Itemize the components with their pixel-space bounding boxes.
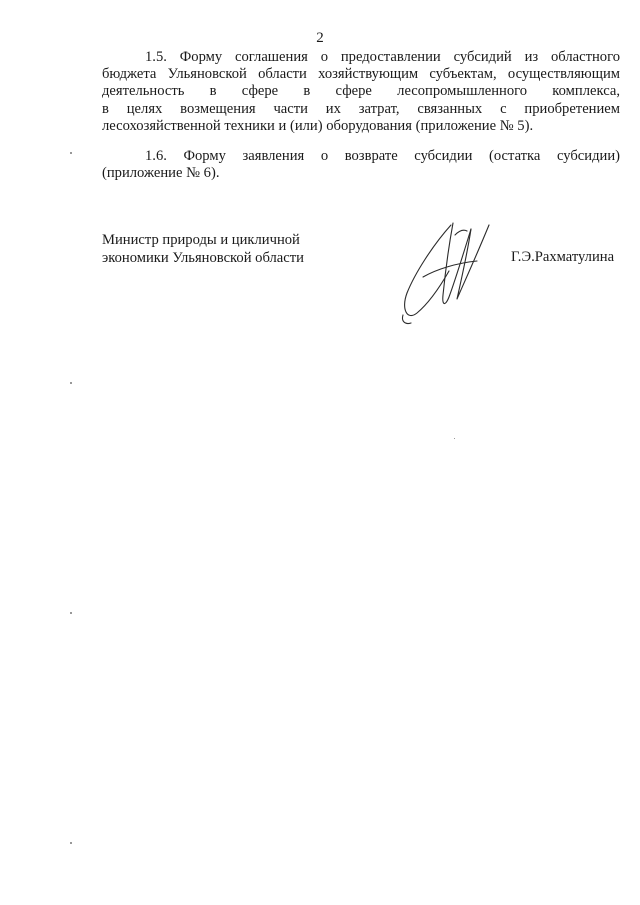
paragraph-line: в целях возмещения части их затрат, связанных с приобретением	[102, 100, 620, 117]
page-number: 2	[316, 30, 324, 46]
paragraph-1-6	[102, 148, 620, 182]
paragraph-line: бюджета Ульяновской области хозяйствующим субъектам, осуществляющим	[102, 66, 620, 83]
paragraph-line: деятельность в сфере в сфере лесопромышленного комплекса,	[102, 83, 620, 100]
handwritten-signature-icon	[393, 215, 503, 327]
scan-speck	[70, 152, 72, 154]
minister-title-line-1: Министр природы и цикличной	[102, 232, 300, 248]
paragraph-line: 1.6. Форму заявления о возврате субсидии (остатка субсидии)	[145, 148, 620, 164]
scan-speck	[454, 438, 455, 439]
paragraph-line: 1.5. Форму соглашения о предоставлении субсидий из областного	[145, 49, 620, 65]
scan-speck	[70, 612, 72, 614]
paragraph-1-5	[102, 49, 620, 135]
paragraph-line: лесохозяйственной техники и (или) оборудования (приложение № 5).	[102, 117, 534, 134]
scan-speck	[70, 382, 72, 384]
minister-title	[102, 232, 304, 267]
minister-title-line-2: экономики Ульяновской области	[102, 249, 304, 266]
minister-name: Г.Э.Рахматулина	[511, 249, 615, 265]
scan-speck	[70, 842, 72, 844]
paragraph-line: (приложение № 6).	[102, 165, 220, 182]
